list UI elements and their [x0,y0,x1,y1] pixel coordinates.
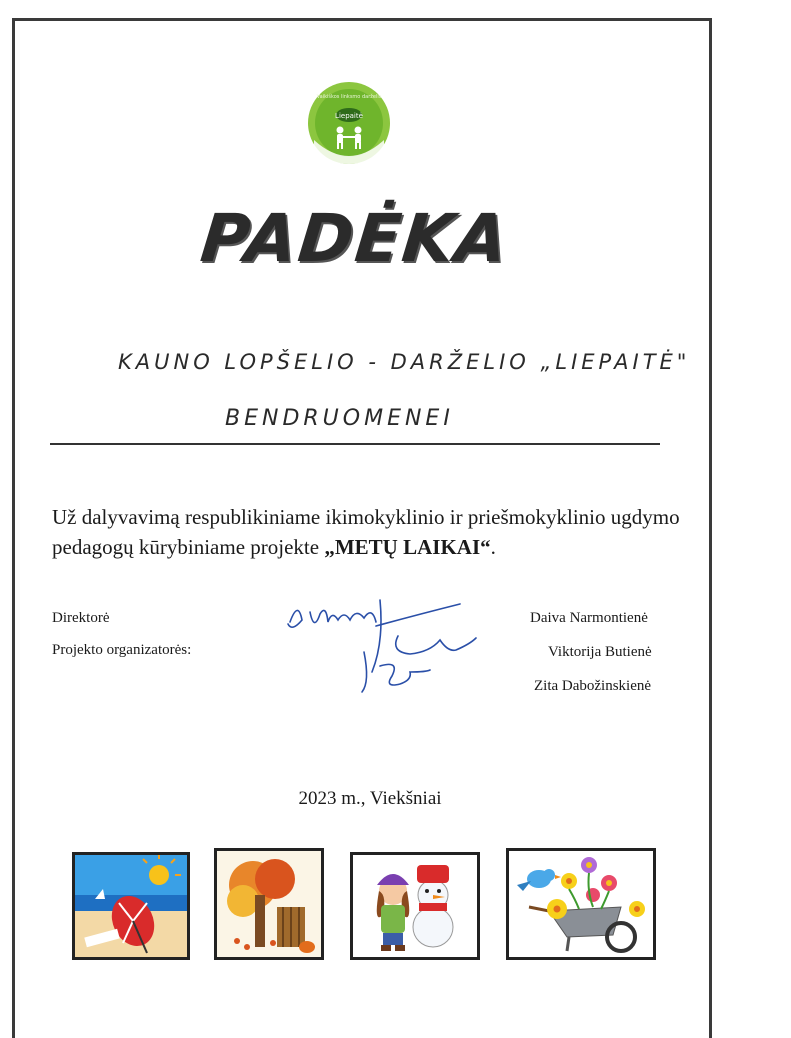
project-name: „METŲ LAIKAI“ [324,535,491,559]
role-director: Direktorė [52,610,110,626]
autumn-tree-picture [214,848,324,960]
winter-snowman-picture [350,852,480,960]
name-organizer-1: Viktorija Butienė [548,644,652,660]
recipient-line-2: BENDRUOMENEI [225,406,454,431]
body-text: Už dalyvavimą respublikiniame ikimokyklinio ir priešmokyklinio ugdymo pedagogų kūrybiniame projekte [52,505,680,559]
certificate-body [52,502,692,562]
certificate-title: PADĖKA [197,200,513,277]
place-date: 2023 m., Viekšniai [298,788,442,809]
body-end: . [490,535,496,559]
kindergarten-logo [306,80,392,166]
svg-text:Liepaitė: Liepaitė [335,112,363,120]
signature [280,592,500,707]
divider-line [50,443,660,445]
recipient-line-1: KAUNO LOPŠELIO - DARŽELIO „LIEPAITĖ" [118,350,691,374]
summer-beach-picture [72,852,190,960]
role-organizers: Projekto organizatorės: [52,642,192,658]
svg-text:Vaikiškos linksmo darželis: Vaikiškos linksmo darželis [316,94,382,100]
name-director: Daiva Narmontienė [530,610,648,626]
name-organizer-2: Zita Dabožinskienė [534,678,652,694]
spring-flowers-picture [506,848,656,960]
